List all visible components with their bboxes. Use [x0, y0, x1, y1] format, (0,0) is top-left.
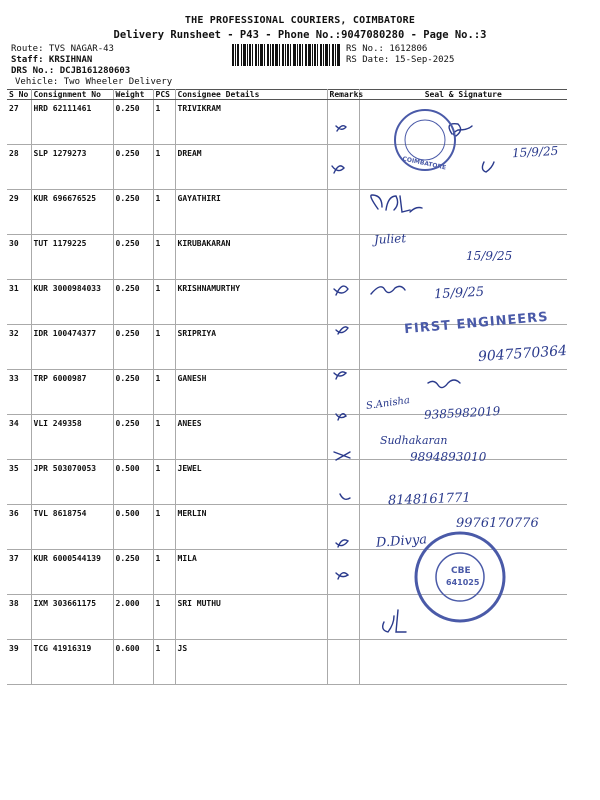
runsheet-table	[7, 89, 567, 685]
handwritten-date: 15/9/25	[433, 284, 485, 303]
cell-consignment: KUR 696676525	[31, 190, 113, 235]
cell-signature	[359, 595, 567, 640]
handwritten-phone: 9976170776	[456, 516, 539, 531]
cell-consignment: TCG 41916319	[31, 640, 113, 685]
cell-remarks	[327, 325, 359, 370]
cell-remarks	[327, 190, 359, 235]
cell-consignment: IXM 303661175	[31, 595, 113, 640]
table-row	[7, 550, 567, 595]
cell-sno: 38	[7, 595, 31, 640]
cell-consignment: JPR 503070053	[31, 460, 113, 505]
handwritten-phone: 9047570364	[477, 342, 568, 366]
handwritten-phone: 8148161771	[387, 490, 471, 509]
cell-remarks	[327, 505, 359, 550]
table-header-row	[7, 90, 567, 100]
cell-signature	[359, 190, 567, 235]
cell-consignee: DREAM	[175, 145, 327, 190]
col-header: Weight	[113, 90, 153, 100]
table-row	[7, 595, 567, 640]
cell-pcs: 1	[153, 640, 175, 685]
cell-consignee: GANESH	[175, 370, 327, 415]
cell-weight: 0.250	[113, 280, 153, 325]
col-header: Remarks	[327, 90, 359, 100]
cell-consignment: SLP 1279273	[31, 145, 113, 190]
col-header: Consignment No	[31, 90, 113, 100]
cell-signature	[359, 640, 567, 685]
cell-weight: 0.250	[113, 415, 153, 460]
handwritten-name: Juliet	[373, 231, 407, 247]
cell-remarks	[327, 235, 359, 280]
handwritten-name: D.Divya	[375, 532, 428, 551]
cell-remarks	[327, 595, 359, 640]
cell-weight: 0.250	[113, 100, 153, 145]
cell-weight: 0.600	[113, 640, 153, 685]
cell-weight: 0.250	[113, 550, 153, 595]
cell-consignment: HRD 62111461	[31, 100, 113, 145]
cell-sno: 28	[7, 145, 31, 190]
cell-remarks	[327, 145, 359, 190]
col-header: PCS	[153, 90, 175, 100]
table-row	[7, 100, 567, 145]
cell-pcs: 1	[153, 235, 175, 280]
cell-weight: 2.000	[113, 595, 153, 640]
cell-remarks	[327, 370, 359, 415]
cell-pcs: 1	[153, 505, 175, 550]
drs-label: DRS No.: DCJB161280603	[11, 66, 131, 76]
handwritten-phone: 9894893010	[410, 450, 487, 464]
route-label: Route: TVS NAGAR-43	[11, 44, 114, 54]
col-header: Seal & Signature	[359, 90, 567, 100]
rs-no-label: RS No.: 1612806	[346, 44, 428, 54]
small-stamp-text: COIMBATORE	[401, 155, 447, 172]
cell-remarks	[327, 100, 359, 145]
company-stamp-text: FIRST ENGINEERS	[403, 309, 550, 338]
rs-date-label: RS Date: 15-Sep-2025	[346, 55, 455, 65]
handwritten-name: S.Anisha	[365, 394, 411, 413]
table-row	[7, 190, 567, 235]
cell-consignee: TRIVIKRAM	[175, 100, 327, 145]
cell-sno: 36	[7, 505, 31, 550]
cell-pcs: 1	[153, 550, 175, 595]
cell-sno: 31	[7, 280, 31, 325]
col-header: S No	[7, 90, 31, 100]
cell-pcs: 1	[153, 595, 175, 640]
cell-weight: 0.250	[113, 325, 153, 370]
cell-consignee: KRISHNAMURTHY	[175, 280, 327, 325]
cell-consignee: SRI MUTHU	[175, 595, 327, 640]
cell-pcs: 1	[153, 370, 175, 415]
cell-consignment: IDR 100474377	[31, 325, 113, 370]
cell-consignment: KUR 3000984033	[31, 280, 113, 325]
runsheet-subtitle: Delivery Runsheet - P43 - Phone No.:9047080280 - Page No.:3	[113, 29, 487, 41]
cell-consignee: JS	[175, 640, 327, 685]
cell-pcs: 1	[153, 460, 175, 505]
staff-label: Staff: KRSIHNAN	[11, 55, 93, 65]
cell-sno: 34	[7, 415, 31, 460]
cell-consignee: MERLIN	[175, 505, 327, 550]
vehicle-label: Vehicle: Two Wheeler Delivery	[15, 77, 173, 87]
cell-pcs: 1	[153, 325, 175, 370]
cell-sno: 27	[7, 100, 31, 145]
cell-consignee: MILA	[175, 550, 327, 595]
cell-pcs: 1	[153, 415, 175, 460]
cell-consignment: TUT 1179225	[31, 235, 113, 280]
cell-remarks	[327, 460, 359, 505]
cell-sno: 35	[7, 460, 31, 505]
cell-sno: 39	[7, 640, 31, 685]
table-row	[7, 640, 567, 685]
cell-consignee: KIRUBAKARAN	[175, 235, 327, 280]
table-row	[7, 145, 567, 190]
handwritten-phone: 9385982019	[423, 404, 501, 422]
cell-pcs: 1	[153, 145, 175, 190]
cell-sno: 29	[7, 190, 31, 235]
round-stamp-center: CBE	[451, 566, 471, 576]
cell-remarks	[327, 280, 359, 325]
cell-consignment: VLI 249358	[31, 415, 113, 460]
cell-consignee: SRIPRIYA	[175, 325, 327, 370]
cell-weight: 0.250	[113, 235, 153, 280]
cell-consignee: ANEES	[175, 415, 327, 460]
handwritten-date: 15/9/25	[511, 143, 559, 161]
cell-consignment: TVL 8618754	[31, 505, 113, 550]
cell-signature	[359, 100, 567, 145]
cell-consignment: TRP 6000987	[31, 370, 113, 415]
round-stamp-code: 641025	[446, 578, 480, 587]
col-header: Consignee Details	[175, 90, 327, 100]
cell-weight: 0.250	[113, 370, 153, 415]
handwritten-date: 15/9/25	[466, 249, 513, 263]
cell-pcs: 1	[153, 280, 175, 325]
cell-weight: 0.500	[113, 460, 153, 505]
cell-weight: 0.500	[113, 505, 153, 550]
cell-pcs: 1	[153, 100, 175, 145]
cell-consignment: KUR 6000544139	[31, 550, 113, 595]
table-row	[7, 460, 567, 505]
cell-remarks	[327, 640, 359, 685]
cell-weight: 0.250	[113, 190, 153, 235]
cell-remarks	[327, 550, 359, 595]
cell-weight: 0.250	[113, 145, 153, 190]
barcode	[232, 44, 340, 66]
runsheet-title: THE PROFESSIONAL COURIERS, COIMBATORE	[184, 15, 416, 26]
cell-sno: 32	[7, 325, 31, 370]
cell-remarks	[327, 415, 359, 460]
cell-consignee: GAYATHIRI	[175, 190, 327, 235]
handwritten-name: Sudhakaran	[380, 434, 448, 447]
cell-sno: 37	[7, 550, 31, 595]
cell-consignee: JEWEL	[175, 460, 327, 505]
cell-sno: 33	[7, 370, 31, 415]
cell-sno: 30	[7, 235, 31, 280]
cell-pcs: 1	[153, 190, 175, 235]
